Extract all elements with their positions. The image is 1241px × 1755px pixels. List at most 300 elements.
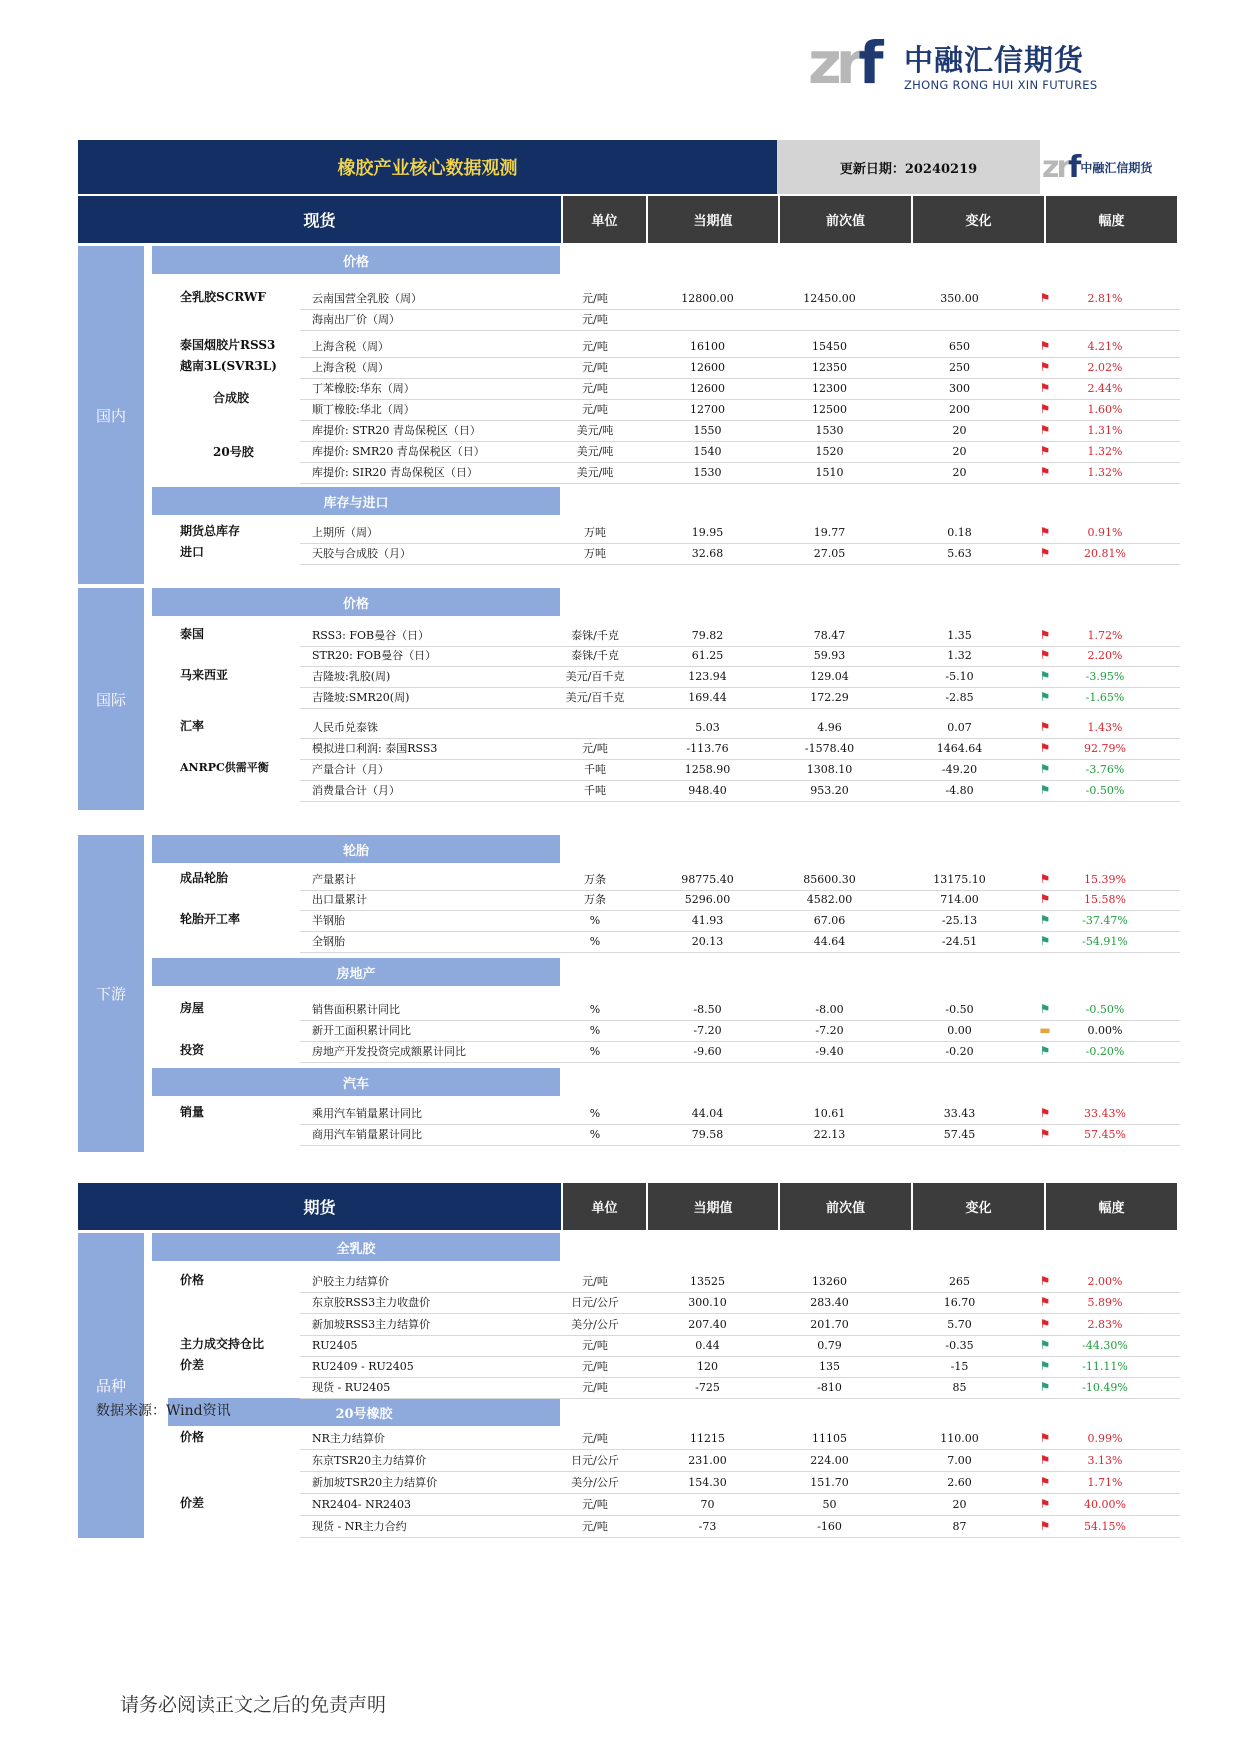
flag-icon: ⚑ xyxy=(1039,1475,1051,1489)
flag-icon: ⚑ xyxy=(1039,669,1051,683)
row-previous-value: 129.04 xyxy=(810,670,849,683)
row-unit: 万吨 xyxy=(584,526,606,539)
row-previous-value: 27.05 xyxy=(813,547,846,560)
row-change-value: 650 xyxy=(949,340,970,353)
row-item-label: RU2409 - RU2405 xyxy=(312,1360,414,1373)
subhead-nr: 20号橡胶 xyxy=(168,1398,560,1426)
flag-icon: ⚑ xyxy=(1039,934,1051,948)
row-pct-change: 1.60% xyxy=(1087,403,1123,416)
flag-icon: ⚑ xyxy=(1039,720,1051,734)
row-previous-value: 4582.00 xyxy=(806,893,853,906)
row-change-value: -15 xyxy=(950,1360,969,1373)
table-row xyxy=(300,1314,1180,1336)
row-unit: 元/吨 xyxy=(582,403,608,416)
table-row xyxy=(300,378,1180,400)
row-unit: 元/吨 xyxy=(582,1275,608,1288)
row-current-value: 1550 xyxy=(693,424,722,437)
row-change-value: 20 xyxy=(952,424,967,437)
row-unit: % xyxy=(589,914,601,927)
row-previous-value: -1578.40 xyxy=(804,742,855,755)
row-unit: 元/吨 xyxy=(582,361,608,374)
col-previous: 前次值 xyxy=(780,1183,913,1230)
row-previous-value: 12350 xyxy=(812,361,847,374)
row-unit: 元/吨 xyxy=(582,1381,608,1394)
table-row xyxy=(300,441,1180,463)
row-previous-value: 22.13 xyxy=(813,1128,846,1141)
flag-icon: ⚑ xyxy=(1039,339,1051,353)
table-row xyxy=(300,759,1180,781)
row-previous-value: 151.70 xyxy=(810,1476,849,1489)
table-row xyxy=(300,889,1180,911)
category-label: 泰国 xyxy=(180,627,205,641)
subhead-stock-import: 库存与进口 xyxy=(152,487,560,515)
row-unit: % xyxy=(589,1045,601,1058)
row-previous-value: 59.93 xyxy=(813,649,846,662)
row-change-value: -4.80 xyxy=(945,784,974,797)
table-row xyxy=(300,1041,1180,1063)
row-previous-value: 44.64 xyxy=(813,935,846,948)
row-current-value: -9.60 xyxy=(693,1045,722,1058)
small-logo: zrf 中融汇信期货 xyxy=(1042,149,1153,185)
row-item-label: 海南出厂价（周） xyxy=(312,313,400,326)
row-change-value: -0.50 xyxy=(945,1003,974,1016)
row-item-label: 乘用汽车销量累计同比 xyxy=(312,1107,422,1120)
row-previous-value: 1308.10 xyxy=(806,763,853,776)
flag-icon: ⚑ xyxy=(1039,525,1051,539)
row-item-label: 吉隆坡:乳胶(周) xyxy=(312,670,391,683)
category-label: 价格 xyxy=(180,1430,205,1444)
flag-icon: ⚑ xyxy=(1039,1519,1051,1533)
category-label: 轮胎开工率 xyxy=(180,912,241,926)
flag-icon: ⚑ xyxy=(1039,628,1051,642)
row-change-value: -5.10 xyxy=(945,670,974,683)
row-item-label: 库提价: STR20 青岛保税区（日） xyxy=(312,424,481,437)
row-unit: 美元/吨 xyxy=(576,466,614,479)
row-previous-value: -9.40 xyxy=(815,1045,844,1058)
region-domestic: 国内 xyxy=(78,246,144,584)
table-row xyxy=(300,869,1180,891)
row-current-value: -113.76 xyxy=(686,742,729,755)
row-item-label: 东京TSR20主力结算价 xyxy=(312,1454,427,1467)
row-unit: 万条 xyxy=(584,873,606,886)
row-unit: 泰铢/千克 xyxy=(571,629,619,642)
row-unit: 元/吨 xyxy=(582,382,608,395)
table-row xyxy=(300,625,1180,647)
row-pct-change: 1.32% xyxy=(1087,445,1123,458)
row-change-value: 250 xyxy=(949,361,970,374)
flag-icon: ⚑ xyxy=(1039,1274,1051,1288)
row-change-value: 0.00 xyxy=(947,1024,972,1037)
row-pct-change: 3.13% xyxy=(1087,1454,1123,1467)
row-previous-value: 85600.30 xyxy=(803,873,856,886)
row-item-label: 东京胶RSS3主力收盘价 xyxy=(312,1296,431,1309)
category-label: 合成胶 xyxy=(213,391,250,405)
row-pct-change: 1.31% xyxy=(1087,424,1123,437)
row-pct-change: 57.45% xyxy=(1084,1128,1126,1141)
row-item-label: 全钢胎 xyxy=(312,935,345,948)
row-previous-value: 1530 xyxy=(815,424,844,437)
col-current: 当期值 xyxy=(648,1183,780,1230)
col-pct: 幅度 xyxy=(1046,196,1179,243)
row-pct-change: 5.89% xyxy=(1087,1296,1123,1309)
row-item-label: 现货 - NR主力合约 xyxy=(312,1520,407,1533)
row-change-value: 87 xyxy=(952,1520,967,1533)
row-change-value: 300 xyxy=(949,382,970,395)
row-previous-value: 1520 xyxy=(815,445,844,458)
subhead-tire: 轮胎 xyxy=(152,835,560,863)
row-unit: 元/吨 xyxy=(582,313,608,326)
table-row xyxy=(300,931,1180,953)
table-row xyxy=(300,462,1180,484)
row-pct-change: -54.91% xyxy=(1082,935,1128,948)
row-pct-change: 0.91% xyxy=(1087,526,1123,539)
row-current-value: -7.20 xyxy=(693,1024,722,1037)
row-current-value: 12700 xyxy=(690,403,725,416)
row-item-label: 消费量合计（月） xyxy=(312,784,400,797)
col-pct: 幅度 xyxy=(1046,1183,1179,1230)
row-previous-value: 12450.00 xyxy=(803,292,856,305)
table-row xyxy=(300,999,1180,1021)
table-row xyxy=(300,309,1180,331)
flag-icon: ⚑ xyxy=(1039,892,1051,906)
subhead-auto: 汽车 xyxy=(152,1068,560,1096)
row-current-value: 19.95 xyxy=(691,526,724,539)
row-unit: 元/吨 xyxy=(582,1360,608,1373)
row-previous-value: 11105 xyxy=(812,1432,847,1445)
row-previous-value: 12500 xyxy=(812,403,847,416)
row-unit: 元/吨 xyxy=(582,742,608,755)
category-label: 泰国烟胶片RSS3 xyxy=(180,338,276,352)
row-pct-change: 92.79% xyxy=(1084,742,1126,755)
table-row xyxy=(300,522,1180,544)
row-change-value: 20 xyxy=(952,445,967,458)
row-previous-value: -810 xyxy=(817,1381,842,1394)
row-item-label: 吉隆坡:SMR20(周) xyxy=(312,691,410,704)
row-pct-change: -1.65% xyxy=(1085,691,1125,704)
category-label: 进口 xyxy=(180,545,205,559)
row-pct-change: 1.71% xyxy=(1087,1476,1123,1489)
row-item-label: 上期所（周） xyxy=(312,526,378,539)
row-item-label: 模拟进口利润: 泰国RSS3 xyxy=(312,742,438,755)
row-pct-change: -3.76% xyxy=(1085,763,1125,776)
row-unit: 美元/吨 xyxy=(576,445,614,458)
row-current-value: 13525 xyxy=(690,1275,725,1288)
row-pct-change: 2.81% xyxy=(1087,292,1123,305)
row-unit: 美元/百千克 xyxy=(565,691,625,704)
row-item-label: 出口量累计 xyxy=(312,893,367,906)
row-change-value: -24.51 xyxy=(941,935,978,948)
flag-icon: ⚑ xyxy=(1039,546,1051,560)
category-label: 销量 xyxy=(180,1105,205,1119)
company-logo xyxy=(800,28,1100,98)
row-item-label: 商用汽车销量累计同比 xyxy=(312,1128,422,1141)
row-pct-change: 20.81% xyxy=(1084,547,1126,560)
row-unit: % xyxy=(589,1024,601,1037)
row-current-value: 1540 xyxy=(693,445,722,458)
row-unit: 美分/公斤 xyxy=(571,1318,619,1331)
row-current-value: -725 xyxy=(695,1381,720,1394)
row-change-value: 110.00 xyxy=(940,1432,979,1445)
table-row xyxy=(300,336,1180,358)
row-previous-value: 135 xyxy=(819,1360,840,1373)
flag-icon: ⚑ xyxy=(1039,1317,1051,1331)
row-item-label: 天胶与合成胶（月） xyxy=(312,547,411,560)
row-current-value: 300.10 xyxy=(688,1296,727,1309)
row-current-value: 61.25 xyxy=(691,649,724,662)
table-row xyxy=(300,1335,1180,1357)
flag-icon: ⚑ xyxy=(1039,690,1051,704)
row-change-value: 1.32 xyxy=(947,649,972,662)
table-row xyxy=(300,738,1180,760)
row-current-value: 154.30 xyxy=(688,1476,727,1489)
flag-icon: ⚑ xyxy=(1039,1497,1051,1511)
logo-mark: zrf xyxy=(808,29,878,97)
row-pct-change: 15.39% xyxy=(1084,873,1126,886)
row-change-value: 2.60 xyxy=(947,1476,972,1489)
row-previous-value: 10.61 xyxy=(813,1107,846,1120)
table-row xyxy=(300,1494,1180,1516)
row-unit: 美分/公斤 xyxy=(571,1476,619,1489)
row-item-label: NR主力结算价 xyxy=(312,1432,385,1445)
row-item-label: 库提价: SMR20 青岛保税区（日） xyxy=(312,445,485,458)
row-current-value: 12600 xyxy=(690,361,725,374)
row-previous-value: -7.20 xyxy=(815,1024,844,1037)
row-pct-change: 40.00% xyxy=(1084,1498,1126,1511)
row-change-value: 200 xyxy=(949,403,970,416)
row-current-value: 41.93 xyxy=(691,914,724,927)
row-item-label: 顺丁橡胶:华北（周） xyxy=(312,403,415,416)
table-row xyxy=(300,1020,1180,1042)
row-current-value: 5.03 xyxy=(695,721,720,734)
flag-icon: ⚑ xyxy=(1039,1002,1051,1016)
row-unit: % xyxy=(589,1128,601,1141)
table-row xyxy=(300,666,1180,688)
row-unit: 元/吨 xyxy=(582,1339,608,1352)
row-current-value: -8.50 xyxy=(693,1003,722,1016)
table-row xyxy=(300,645,1180,667)
row-current-value: 169.44 xyxy=(688,691,727,704)
table-row xyxy=(300,420,1180,442)
row-previous-value: 13260 xyxy=(812,1275,847,1288)
row-current-value: 12800.00 xyxy=(681,292,734,305)
flag-icon: ⚑ xyxy=(1039,1295,1051,1309)
row-change-value: 265 xyxy=(949,1275,970,1288)
row-current-value: 207.40 xyxy=(688,1318,727,1331)
row-previous-value: 4.96 xyxy=(817,721,842,734)
row-pct-change: 2.00% xyxy=(1087,1275,1123,1288)
row-item-label: 半钢胎 xyxy=(312,914,345,927)
row-pct-change: -0.20% xyxy=(1085,1045,1125,1058)
flag-icon: ⚑ xyxy=(1039,872,1051,886)
row-current-value: 44.04 xyxy=(691,1107,724,1120)
row-pct-change: 2.20% xyxy=(1087,649,1123,662)
row-unit: 元/吨 xyxy=(582,1498,608,1511)
row-item-label: 现货 - RU2405 xyxy=(312,1381,391,1394)
category-label: 成品轮胎 xyxy=(180,871,229,885)
flag-icon: ⚑ xyxy=(1039,291,1051,305)
row-pct-change: -44.30% xyxy=(1082,1339,1128,1352)
row-change-value: -2.85 xyxy=(945,691,974,704)
row-previous-value: -160 xyxy=(817,1520,842,1533)
region-downstream: 下游 xyxy=(78,835,144,1152)
flag-icon: ⚑ xyxy=(1039,1127,1051,1141)
category-label: 越南3L(SVR3L) xyxy=(180,359,277,373)
category-label: 汇率 xyxy=(180,719,205,733)
row-item-label: RU2405 xyxy=(312,1339,358,1352)
row-previous-value: 15450 xyxy=(812,340,847,353)
row-pct-change: -3.95% xyxy=(1085,670,1125,683)
row-change-value: -0.20 xyxy=(945,1045,974,1058)
row-previous-value: 19.77 xyxy=(813,526,846,539)
flag-icon: ⚑ xyxy=(1039,444,1051,458)
spot-header-row xyxy=(78,196,1179,243)
update-date: 更新日期：20240219 xyxy=(777,140,1040,194)
row-item-label: 沪胶主力结算价 xyxy=(312,1275,389,1288)
col-previous: 前次值 xyxy=(780,196,913,243)
table-row xyxy=(300,357,1180,379)
region-international: 国际 xyxy=(78,588,144,810)
table-row xyxy=(300,1271,1180,1293)
row-pct-change: -0.50% xyxy=(1085,784,1125,797)
category-label: 价格 xyxy=(180,1273,205,1287)
row-item-label: 人民币兑泰铢 xyxy=(312,721,378,734)
row-item-label: 产量累计 xyxy=(312,873,356,886)
table-row xyxy=(300,1472,1180,1494)
data-source: 数据来源：Wind资讯 xyxy=(96,1403,231,1419)
row-previous-value: 67.06 xyxy=(813,914,846,927)
table-row xyxy=(300,717,1180,739)
row-pct-change: 15.58% xyxy=(1084,893,1126,906)
row-unit: 美元/吨 xyxy=(576,424,614,437)
flag-icon: ⚑ xyxy=(1039,402,1051,416)
row-item-label: 产量合计（月） xyxy=(312,763,389,776)
row-change-value: 1.35 xyxy=(947,629,972,642)
row-unit: 千吨 xyxy=(584,763,606,776)
table-row xyxy=(300,1292,1180,1314)
category-label: 价差 xyxy=(180,1358,205,1372)
row-change-value: -25.13 xyxy=(941,914,978,927)
logo-english-name: ZHONG RONG HUI XIN FUTURES xyxy=(904,78,1098,92)
flag-icon: ⚑ xyxy=(1039,783,1051,797)
col-change: 变化 xyxy=(913,196,1046,243)
row-item-label: 销售面积累计同比 xyxy=(312,1003,400,1016)
table-row xyxy=(300,1450,1180,1472)
row-item-label: STR20: FOB曼谷（日） xyxy=(312,649,437,662)
row-pct-change: 1.32% xyxy=(1087,466,1123,479)
row-change-value: 16.70 xyxy=(943,1296,976,1309)
row-unit: 泰铢/千克 xyxy=(571,649,619,662)
category-label: 主力成交持仓比 xyxy=(180,1337,265,1351)
row-previous-value: 78.47 xyxy=(813,629,846,642)
col-unit: 单位 xyxy=(563,196,648,243)
row-unit: % xyxy=(589,1003,601,1016)
col-current: 当期值 xyxy=(648,196,780,243)
row-change-value: 350.00 xyxy=(940,292,979,305)
row-current-value: 79.82 xyxy=(691,629,724,642)
row-unit: 万条 xyxy=(584,893,606,906)
row-previous-value: 201.70 xyxy=(810,1318,849,1331)
row-previous-value: 50 xyxy=(822,1498,837,1511)
row-current-value: 1530 xyxy=(693,466,722,479)
col-change: 变化 xyxy=(913,1183,1046,1230)
flag-icon: ⚑ xyxy=(1039,913,1051,927)
row-current-value: 120 xyxy=(697,1360,718,1373)
row-current-value: 32.68 xyxy=(691,547,724,560)
row-current-value: 12600 xyxy=(690,382,725,395)
row-pct-change: 1.72% xyxy=(1087,629,1123,642)
row-change-value: 7.00 xyxy=(947,1454,972,1467)
row-pct-change: 1.43% xyxy=(1087,721,1123,734)
row-change-value: 20 xyxy=(952,466,967,479)
row-current-value: 1258.90 xyxy=(684,763,731,776)
row-current-value: 98775.40 xyxy=(681,873,734,886)
row-previous-value: -8.00 xyxy=(815,1003,844,1016)
disclaimer-note: 请务必阅读正文之后的免责声明 xyxy=(120,1694,387,1716)
row-current-value: 11215 xyxy=(690,1432,725,1445)
row-previous-value: 283.40 xyxy=(810,1296,849,1309)
category-label: 房屋 xyxy=(180,1001,205,1015)
row-unit: 日元/公斤 xyxy=(571,1296,619,1309)
row-previous-value: 12300 xyxy=(812,382,847,395)
row-change-value: 1464.64 xyxy=(936,742,983,755)
row-unit: 元/吨 xyxy=(582,1432,608,1445)
row-previous-value: 224.00 xyxy=(810,1454,849,1467)
row-unit: 元/吨 xyxy=(582,292,608,305)
row-pct-change: 54.15% xyxy=(1084,1520,1126,1533)
row-pct-change: 4.21% xyxy=(1087,340,1123,353)
row-current-value: -73 xyxy=(698,1520,717,1533)
category-label: ANRPC供需平衡 xyxy=(180,761,269,774)
futures-section-title: 期货 xyxy=(78,1183,563,1230)
row-item-label: RSS3: FOB曼谷（日） xyxy=(312,629,430,642)
logo-chinese-name: 中融汇信期货 xyxy=(904,43,1085,77)
row-change-value: -49.20 xyxy=(941,763,978,776)
row-current-value: 20.13 xyxy=(691,935,724,948)
row-change-value: -0.35 xyxy=(945,1339,974,1352)
table-row xyxy=(300,543,1180,565)
futures-header-row xyxy=(78,1183,1179,1230)
row-item-label: 房地产开发投资完成额累计同比 xyxy=(312,1045,466,1058)
table-row xyxy=(300,399,1180,421)
row-unit: 千吨 xyxy=(584,784,606,797)
row-unit: 万吨 xyxy=(584,547,606,560)
table-row xyxy=(300,1516,1180,1538)
row-previous-value: 953.20 xyxy=(810,784,849,797)
subhead-intl-price: 价格 xyxy=(152,588,560,616)
category-label: 投资 xyxy=(180,1043,205,1057)
row-current-value: 79.58 xyxy=(691,1128,724,1141)
row-item-label: 新加坡TSR20主力结算价 xyxy=(312,1476,438,1489)
flag-icon: ⚑ xyxy=(1039,423,1051,437)
row-change-value: 85 xyxy=(952,1381,967,1394)
row-unit: 元/吨 xyxy=(582,1520,608,1533)
row-pct-change: -37.47% xyxy=(1082,914,1128,927)
row-unit: 元/吨 xyxy=(582,340,608,353)
col-unit: 单位 xyxy=(563,1183,648,1230)
flag-icon: ⚑ xyxy=(1039,762,1051,776)
row-current-value: 948.40 xyxy=(688,784,727,797)
row-unit: % xyxy=(589,1107,601,1120)
row-current-value: 70 xyxy=(700,1498,715,1511)
flag-icon: ⚑ xyxy=(1039,1431,1051,1445)
row-item-label: 上海含税（周） xyxy=(312,340,389,353)
table-row xyxy=(300,1377,1180,1399)
subhead-ru: 全乳胶 xyxy=(152,1233,560,1261)
table-row xyxy=(300,910,1180,932)
spot-section-title: 现货 xyxy=(78,196,563,243)
table-row xyxy=(300,288,1180,310)
row-item-label: NR2404- NR2403 xyxy=(312,1498,412,1511)
